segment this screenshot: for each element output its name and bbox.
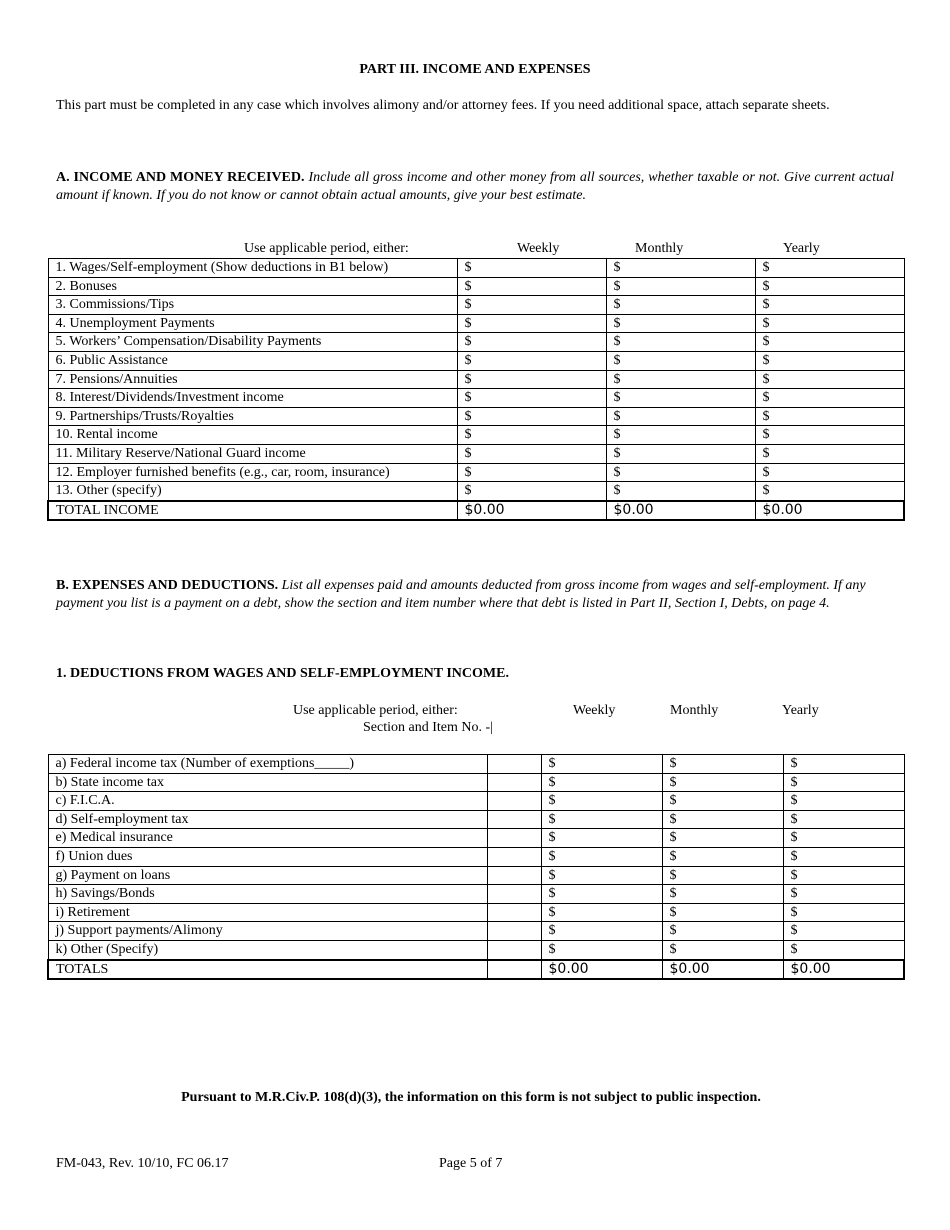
- deduction-section-item-field[interactable]: [487, 755, 541, 774]
- deduction-weekly-field[interactable]: $: [541, 829, 662, 848]
- income-weekly-field[interactable]: $: [457, 259, 606, 278]
- income-weekly-field[interactable]: $: [457, 277, 606, 296]
- income-row: [48, 351, 904, 370]
- deduction-weekly-field[interactable]: $: [541, 866, 662, 885]
- income-row-label: 2. Bonuses: [48, 277, 457, 296]
- income-weekly-field[interactable]: $: [457, 296, 606, 315]
- deduction-section-item-field[interactable]: [487, 810, 541, 829]
- income-yearly-field[interactable]: $: [755, 482, 904, 501]
- deduction-monthly-field[interactable]: $: [662, 755, 783, 774]
- income-weekly-field[interactable]: $: [457, 444, 606, 463]
- income-row-label: 11. Military Reserve/National Guard income: [48, 444, 457, 463]
- income-row: [48, 370, 904, 389]
- income-monthly-field[interactable]: $: [606, 482, 755, 501]
- income-row-label: 4. Unemployment Payments: [48, 314, 457, 333]
- income-row: [48, 444, 904, 463]
- total-income-label: TOTAL INCOME: [48, 501, 457, 521]
- deduction-row: [48, 940, 904, 959]
- deduction-row: [48, 847, 904, 866]
- section-b1-period-label: Use applicable period, either:: [293, 703, 458, 718]
- deduction-monthly-field[interactable]: $: [662, 773, 783, 792]
- deductions-table: [47, 754, 905, 980]
- section-b1-heading: 1. DEDUCTIONS FROM WAGES AND SELF-EMPLOYMENT INCOME.: [56, 666, 509, 681]
- deduction-monthly-field[interactable]: $: [662, 940, 783, 959]
- deduction-yearly-field[interactable]: $: [783, 773, 904, 792]
- income-yearly-field[interactable]: $: [755, 370, 904, 389]
- income-table: [47, 258, 905, 521]
- income-row-label: 3. Commissions/Tips: [48, 296, 457, 315]
- section-b1-col-weekly: Weekly: [573, 703, 616, 718]
- income-weekly-field[interactable]: $: [457, 370, 606, 389]
- deduction-weekly-field[interactable]: $: [541, 755, 662, 774]
- income-yearly-field[interactable]: $: [755, 389, 904, 408]
- income-monthly-field[interactable]: $: [606, 314, 755, 333]
- income-monthly-field[interactable]: $: [606, 333, 755, 352]
- total-income-monthly-value[interactable]: $0.00: [606, 501, 755, 521]
- total-income-row: [48, 501, 904, 521]
- deduction-yearly-field[interactable]: $: [783, 847, 904, 866]
- income-weekly-field[interactable]: $: [457, 463, 606, 482]
- confidentiality-notice: Pursuant to M.R.Civ.P. 108(d)(3), the information on this form is not subject to public inspection.: [181, 1090, 761, 1105]
- income-row: [48, 426, 904, 445]
- page-title: PART III. INCOME AND EXPENSES: [359, 62, 591, 77]
- total-income-yearly-value[interactable]: $0.00: [755, 501, 904, 521]
- income-monthly-field[interactable]: $: [606, 370, 755, 389]
- deduction-yearly-field[interactable]: $: [783, 810, 904, 829]
- income-row: [48, 482, 904, 501]
- deduction-monthly-field[interactable]: $: [662, 922, 783, 941]
- income-yearly-field[interactable]: $: [755, 296, 904, 315]
- deduction-row: [48, 866, 904, 885]
- income-monthly-field[interactable]: $: [606, 463, 755, 482]
- deduction-monthly-field[interactable]: $: [662, 829, 783, 848]
- deduction-monthly-field[interactable]: $: [662, 847, 783, 866]
- deduction-row-label: j) Support payments/Alimony: [48, 922, 487, 941]
- deduction-yearly-field[interactable]: $: [783, 922, 904, 941]
- deduction-section-item-field[interactable]: [487, 847, 541, 866]
- deduction-row-label: i) Retirement: [48, 903, 487, 922]
- section-a-instructions: Include all gross income and other money from all sources, whether taxable or not. Give current actual amount if known. If you do not know or cannot obtain actual amounts, give your best estimate.: [56, 170, 895, 203]
- deduction-monthly-field[interactable]: $: [662, 903, 783, 922]
- income-row: [48, 259, 904, 278]
- deduction-weekly-field[interactable]: $: [541, 922, 662, 941]
- income-yearly-field[interactable]: $: [755, 314, 904, 333]
- section-b1-section-item-label: Section and Item No. -|: [363, 720, 493, 735]
- deduction-totals-yearly-value[interactable]: $0.00: [783, 960, 904, 980]
- section-b-heading: B. EXPENSES AND DEDUCTIONS.: [56, 578, 279, 593]
- income-monthly-field[interactable]: $: [606, 351, 755, 370]
- deduction-totals-row: [48, 960, 904, 980]
- deduction-row-label: k) Other (Specify): [48, 940, 487, 959]
- deduction-section-item-field[interactable]: [487, 903, 541, 922]
- section-a-col-weekly: Weekly: [517, 241, 560, 256]
- deduction-weekly-field[interactable]: $: [541, 940, 662, 959]
- income-yearly-field[interactable]: $: [755, 259, 904, 278]
- deduction-row-label: e) Medical insurance: [48, 829, 487, 848]
- deduction-section-item-field[interactable]: [487, 940, 541, 959]
- section-b1-col-yearly: Yearly: [782, 703, 819, 718]
- deduction-section-item-field[interactable]: [487, 829, 541, 848]
- page-number: Page 5 of 7: [439, 1156, 503, 1171]
- income-monthly-field[interactable]: $: [606, 259, 755, 278]
- deduction-row: [48, 773, 904, 792]
- income-weekly-field[interactable]: $: [457, 389, 606, 408]
- intro-text: This part must be completed in any case which involves alimony and/or attorney fees. If you need additional space, attach separate sheets.: [56, 98, 830, 113]
- income-row-label: 7. Pensions/Annuities: [48, 370, 457, 389]
- income-row-label: 5. Workers’ Compensation/Disability Payments: [48, 333, 457, 352]
- section-a-heading: A. INCOME AND MONEY RECEIVED.: [56, 170, 305, 185]
- deduction-weekly-field[interactable]: $: [541, 773, 662, 792]
- income-weekly-field[interactable]: $: [457, 426, 606, 445]
- income-yearly-field[interactable]: $: [755, 333, 904, 352]
- income-monthly-field[interactable]: $: [606, 444, 755, 463]
- deduction-row: [48, 755, 904, 774]
- income-row-label: 9. Partnerships/Trusts/Royalties: [48, 407, 457, 426]
- deduction-yearly-field[interactable]: $: [783, 792, 904, 811]
- section-b1-col-monthly: Monthly: [670, 703, 719, 718]
- section-b-text: [56, 577, 894, 613]
- deduction-monthly-field[interactable]: $: [662, 885, 783, 904]
- deduction-row: [48, 792, 904, 811]
- deduction-section-item-field[interactable]: [487, 922, 541, 941]
- income-weekly-field[interactable]: $: [457, 351, 606, 370]
- section-a-text: [56, 169, 894, 205]
- deduction-totals-monthly-value[interactable]: $0.00: [662, 960, 783, 980]
- deduction-weekly-field[interactable]: $: [541, 810, 662, 829]
- deduction-row: [48, 922, 904, 941]
- income-monthly-field[interactable]: $: [606, 277, 755, 296]
- income-row-label: 1. Wages/Self-employment (Show deductions in B1 below): [48, 259, 457, 278]
- deduction-row: [48, 829, 904, 848]
- section-b-instructions: List all expenses paid and amounts deducted from gross income from wages and self-employment. If any payment you list is a payment on a debt, show the section and item number where that debt is listed in Part II, Section I, Debts, on page 4.: [56, 578, 866, 611]
- income-yearly-field[interactable]: $: [755, 351, 904, 370]
- deduction-row-label: f) Union dues: [48, 847, 487, 866]
- deduction-row-label: b) State income tax: [48, 773, 487, 792]
- deduction-yearly-field[interactable]: $: [783, 829, 904, 848]
- income-yearly-field[interactable]: $: [755, 444, 904, 463]
- deduction-row: [48, 810, 904, 829]
- income-monthly-field[interactable]: $: [606, 389, 755, 408]
- income-weekly-field[interactable]: $: [457, 333, 606, 352]
- deduction-yearly-field[interactable]: $: [783, 940, 904, 959]
- income-row: [48, 407, 904, 426]
- income-row-label: 12. Employer furnished benefits (e.g., car, room, insurance): [48, 463, 457, 482]
- deduction-yearly-field[interactable]: $: [783, 903, 904, 922]
- deduction-section-item-field[interactable]: [487, 773, 541, 792]
- deduction-monthly-field[interactable]: $: [662, 866, 783, 885]
- income-row: [48, 277, 904, 296]
- income-weekly-field[interactable]: $: [457, 482, 606, 501]
- income-monthly-field[interactable]: $: [606, 296, 755, 315]
- income-row: [48, 314, 904, 333]
- income-weekly-field[interactable]: $: [457, 407, 606, 426]
- deduction-row-label: g) Payment on loans: [48, 866, 487, 885]
- income-monthly-field[interactable]: $: [606, 407, 755, 426]
- income-weekly-field[interactable]: $: [457, 314, 606, 333]
- section-a-period-label: Use applicable period, either:: [244, 241, 409, 256]
- deduction-section-item-field[interactable]: [487, 866, 541, 885]
- deduction-section-item-field[interactable]: [487, 885, 541, 904]
- income-yearly-field[interactable]: $: [755, 463, 904, 482]
- income-row: [48, 463, 904, 482]
- income-row-label: 10. Rental income: [48, 426, 457, 445]
- income-yearly-field[interactable]: $: [755, 426, 904, 445]
- deduction-yearly-field[interactable]: $: [783, 755, 904, 774]
- deduction-row-label: h) Savings/Bonds: [48, 885, 487, 904]
- deduction-totals-label: TOTALS: [48, 960, 487, 980]
- income-yearly-field[interactable]: $: [755, 407, 904, 426]
- total-income-weekly-value[interactable]: $0.00: [457, 501, 606, 521]
- deduction-row: [48, 885, 904, 904]
- deduction-monthly-field[interactable]: $: [662, 792, 783, 811]
- income-row: [48, 389, 904, 408]
- deduction-row: [48, 903, 904, 922]
- deduction-totals-weekly-value[interactable]: $0.00: [541, 960, 662, 980]
- income-row: [48, 296, 904, 315]
- deduction-weekly-field[interactable]: $: [541, 847, 662, 866]
- deduction-weekly-field[interactable]: $: [541, 885, 662, 904]
- deduction-weekly-field[interactable]: $: [541, 792, 662, 811]
- deduction-weekly-field[interactable]: $: [541, 903, 662, 922]
- form-id: FM-043, Rev. 10/10, FC 06.17: [56, 1156, 229, 1171]
- deduction-row-label: a) Federal income tax (Number of exemptions_____): [48, 755, 487, 774]
- deduction-yearly-field[interactable]: $: [783, 866, 904, 885]
- deduction-row-label: d) Self-employment tax: [48, 810, 487, 829]
- deduction-section-item-field[interactable]: [487, 792, 541, 811]
- income-row-label: 8. Interest/Dividends/Investment income: [48, 389, 457, 408]
- income-row-label: 13. Other (specify): [48, 482, 457, 501]
- deduction-totals-section-item-field[interactable]: [487, 960, 541, 980]
- section-a-col-yearly: Yearly: [783, 241, 820, 256]
- income-row: [48, 333, 904, 352]
- deduction-yearly-field[interactable]: $: [783, 885, 904, 904]
- income-row-label: 6. Public Assistance: [48, 351, 457, 370]
- deduction-monthly-field[interactable]: $: [662, 810, 783, 829]
- income-monthly-field[interactable]: $: [606, 426, 755, 445]
- income-yearly-field[interactable]: $: [755, 277, 904, 296]
- section-a-col-monthly: Monthly: [635, 241, 684, 256]
- deduction-row-label: c) F.I.C.A.: [48, 792, 487, 811]
